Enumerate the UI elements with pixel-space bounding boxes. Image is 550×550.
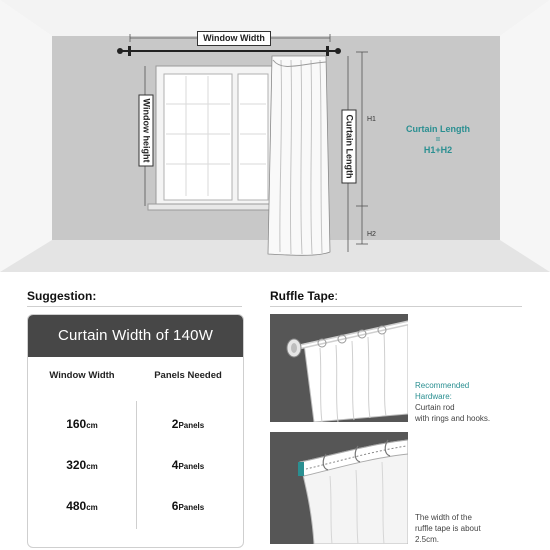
table-row	[138, 499, 238, 513]
ruffle-tape-title-colon: :	[334, 289, 338, 303]
ruffle-tape-title	[270, 289, 338, 303]
h1-label: H1	[367, 116, 376, 123]
formula-expression: H1+H2	[423, 145, 453, 155]
row1-panels-unit: Panels	[178, 421, 205, 430]
table-row	[32, 417, 132, 431]
suggestion-title: Suggestion:	[27, 289, 97, 303]
ruffle-tape-title-text: Ruffle Tape	[270, 289, 335, 303]
ruffle-width-note-line2: ruffle tape is about	[415, 524, 481, 533]
ruffle-width-note	[415, 512, 525, 545]
curtain-rod-drawing	[270, 314, 408, 422]
row1-panels: 2	[171, 417, 179, 431]
window-height-label: Window height	[139, 95, 154, 167]
right-wall	[500, 0, 550, 272]
curtain-length-formula	[400, 123, 476, 156]
room-illustration	[0, 0, 550, 272]
curtain	[268, 56, 330, 255]
table-column-divider	[136, 401, 137, 529]
hardware-note-line4: with rings and hooks.	[415, 414, 491, 423]
hardware-note-line1: Recommended	[415, 381, 470, 390]
ruffle-tape-image	[270, 432, 408, 544]
formula-equals: =	[435, 135, 441, 144]
ruffle-width-note-line1: The width of the	[415, 513, 472, 522]
ceiling	[0, 0, 550, 36]
left-wall	[0, 0, 52, 272]
hardware-note	[415, 380, 525, 424]
col-header-panels-needed: Panels Needed	[154, 370, 222, 381]
window	[148, 66, 276, 210]
table-row	[138, 458, 238, 472]
curtain-length-label: Curtain Length	[342, 110, 357, 184]
row2-width-unit: cm	[86, 462, 98, 471]
ruffle-divider	[270, 306, 522, 307]
row1-width: 160	[66, 417, 87, 431]
suggestion-card	[27, 314, 244, 548]
curtain-rod-image	[270, 314, 408, 422]
row2-width: 320	[66, 458, 87, 472]
col-header-window-width: Window Width	[49, 370, 115, 381]
row3-panels-unit: Panels	[178, 503, 205, 512]
table-row	[32, 499, 132, 513]
row2-panels: 4	[171, 458, 179, 472]
card-header: Curtain Width of 140W	[28, 315, 243, 357]
row3-panels: 6	[171, 499, 179, 513]
ruffle-width-note-line3: 2.5cm.	[415, 535, 440, 544]
ruffle-tape-drawing	[270, 432, 408, 544]
table-row	[32, 458, 132, 472]
row2-panels-unit: Panels	[178, 462, 205, 471]
formula-title: Curtain Length	[406, 124, 470, 134]
row3-width-unit: cm	[86, 503, 98, 512]
row3-width: 480	[66, 499, 87, 513]
hardware-note-line2: Hardware:	[415, 392, 452, 401]
h2-label: H2	[367, 231, 376, 238]
hardware-note-line3: Curtain rod	[415, 403, 455, 412]
row1-width-unit: cm	[86, 421, 98, 430]
table-row	[138, 417, 238, 431]
window-width-label: Window Width	[197, 31, 271, 46]
suggestion-divider	[27, 306, 242, 307]
